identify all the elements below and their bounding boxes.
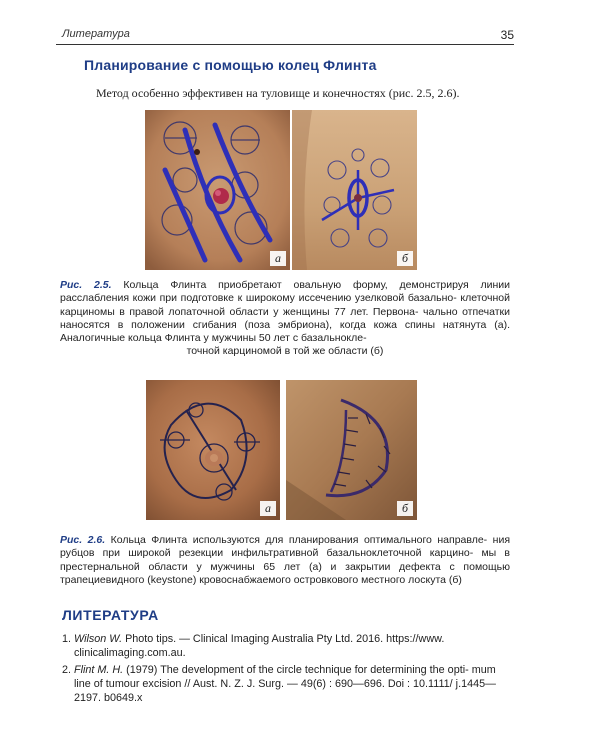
caption-line: ния рубцов при широкой резекции инфильтративной базальноклеточной карцино- [60, 534, 511, 560]
caption-line: точной карциномой в той же области (б) [186, 345, 384, 358]
reference-url[interactable]: clinicalimaging.com.au. [74, 647, 186, 659]
figure-2-6b-label: б [397, 501, 413, 516]
figure-2-6a-label: а [260, 501, 276, 516]
reference-text: j.1445—2197. b0649.x [74, 678, 496, 704]
caption-line: Кольца Флинта приобретают овальную форму, демонстрируя линии [123, 279, 511, 291]
reference-item [62, 663, 510, 705]
caption-line: мы в престернальной области у мужчины 65 лет (а) и закрытии дефекта с помощью [60, 547, 511, 573]
figure-2-5-caption [60, 279, 510, 359]
caption-line: Кольца Флинта используются для планирования оптимального направле- [110, 534, 488, 546]
reference-item [62, 632, 510, 660]
page-number: 35 [500, 28, 514, 42]
figure-2-6b-photo [286, 380, 417, 520]
figure-2-5b-label: б [397, 251, 413, 266]
intro-paragraph: Метод особенно эффективен на туловище и конечностях (рис. 2.5, 2.6). [96, 86, 460, 100]
reference-text: Photo tips. — Clinical Imaging Australia Pty Ltd. 2016. https://www. [122, 633, 445, 645]
caption-line: расслабления кожи при подготовке к широкому иссечению узелковой базально- [60, 292, 457, 305]
reference-author: Wilson W. [74, 633, 123, 645]
reference-text: mum line of tumour excision // Aust. N. Z. J. Surg. — 49(6) : 690—696. Doi : 10.1111/ [74, 664, 496, 690]
running-title: Литература [62, 28, 130, 40]
figure-2-6-caption-label: Рис. 2.6. [60, 534, 106, 546]
figure-2-6-caption [60, 534, 510, 587]
reference-number: 2. [62, 664, 72, 676]
section-title: Планирование с помощью колец Флинта [84, 57, 377, 73]
reference-number: 1. [62, 633, 72, 645]
reference-author: Flint M. H. [74, 664, 124, 676]
caption-line: чально отпечатки наносятся в положении сгибания (поза эмбриона), когда кожа [60, 305, 511, 331]
figure-2-5b-photo [292, 110, 417, 270]
caption-line: клеточной карциномы в правой лопаточной области у женщины 77 лет. Первона- [60, 292, 510, 318]
figure-2-5a-photo [145, 110, 290, 270]
figure-2-5a-label: а [270, 251, 286, 266]
caption-line: трапециевидного (keystone) кровоснабжаемого островкового местного лоскута (б) [60, 573, 462, 586]
figure-2-5-caption-label: Рис. 2.5. [60, 279, 112, 291]
figure-2-6a-photo [146, 380, 280, 520]
literature-title: ЛИТЕРАТУРА [62, 607, 159, 623]
page-header [56, 26, 514, 45]
reference-text: (1979) The development of the circle technique for determining the opti- [123, 664, 469, 676]
caption-line: спины натянута (а). Аналогичные кольца Флинта у мужчины 50 лет с базальнокле- [60, 318, 511, 345]
reference-list [62, 632, 510, 708]
